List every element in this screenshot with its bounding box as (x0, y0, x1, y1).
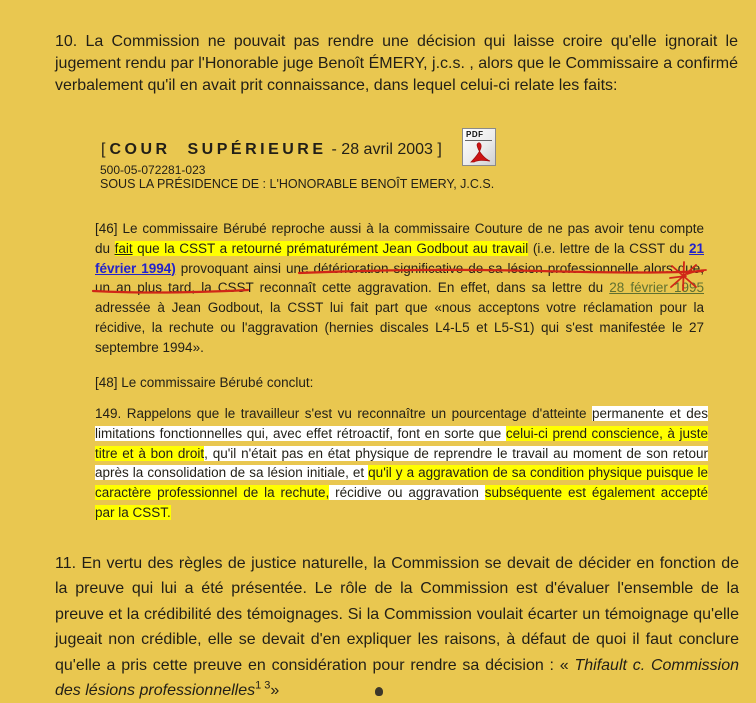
quote149-yellow-run: subséquente est également accepté par la CSST. (95, 485, 709, 520)
quote46-highlight-fait: fait (114, 240, 133, 256)
quote46-highlight-yellow: que la CSST a retourné prématurément Jean Godbout au travail (132, 240, 529, 256)
quote46-text: adressée à Jean Godbout, la CSST lui fait part que «nous acceptons votre réclamation pour la récidive, la rechute ou l'aggravation (hernies discales L4-L5 et L5-S1) qui s'est manifestée le 27 septembre 1994». (95, 300, 704, 355)
quote149-yellow-run: celui-ci prend conscience, à juste titre et à bon droit (95, 425, 708, 461)
pdf-icon[interactable] (462, 128, 496, 166)
presidence-line: SOUS LA PRÉSIDENCE DE : L'HONORABLE BENOÎT EMERY, J.C.S. (100, 177, 495, 191)
footnote-reference: 1 3 (255, 679, 271, 692)
quote-paragraph-48: [48] Le commissaire Bérubé conclut: (95, 375, 314, 390)
link-28-fevrier-1995[interactable]: 28 février 1995 (609, 280, 705, 296)
court-title: COUR SUPÉRIEURE (109, 141, 327, 158)
court-header (101, 141, 442, 159)
quote46-text: (i.e. lettre de la CSST du (528, 240, 689, 256)
paragraph-11-text: 11. En vertu des règles de justice naturelle, la Commission se devait de décider en fonction de la preuve qui lui a été présentée. Le rôle de la Commission est d'évaluer l'ensemble de la preuve et la crédibilité des témoignages. Si la Commission voulait écarter un témoignage qu'elle jugeait non crédible, elle se devait d'en expliquer les raisons, à défaut de quoi il faut conclure qu'elle a pris cette preuve en considération pour rendre sa décision : « (55, 555, 739, 674)
pdf-icon-label: PDF (465, 129, 492, 141)
paragraph-10: 10. La Commission ne pouvait pas rendre une décision qui laisse croire qu'elle ignorait le jugement rendu par l'Honorable juge Benoît ÉMERY, j.c.s. , alors que le Commissaire a confirmé verbalement qu'il en avait prit connaissance, dans lequel celui-ci relate les faits: (55, 33, 738, 94)
quote149-white-run: permanente et des limitations fonctionnelles qui, avec effet rétroactif, font en sorte que (95, 406, 708, 441)
acrobat-swirl-icon (464, 138, 496, 166)
cutoff-character-mark (375, 687, 383, 696)
closing-guillemet: » (270, 682, 280, 700)
link-21-fevrier-1994[interactable]: 21 février 1994) (95, 240, 704, 276)
quote149-white-run: , qu'il n'était pas en état physique de reprendre le travail au moment de son retour après la consolidation de sa lésion initiale, et (95, 445, 708, 481)
bracket-open: [ (101, 141, 106, 158)
quote149-white-run: récidive ou aggravation (329, 485, 485, 501)
quote46-text: [46] Le commissaire Bérubé reproche aussi à la commissaire Couture de ne pas avoir tenu compte du (95, 221, 704, 256)
quote46-text: provoquant ainsi une détérioration significative de sa lésion professionnelle alors que, un an plus tard, la CSST reconnaît cette aggravation. En effet, dans sa lettre du (95, 260, 704, 296)
quote-paragraph-149 (95, 404, 708, 523)
quote-paragraph-46 (95, 219, 704, 358)
docket-number: 500-05-072281-023 (100, 163, 206, 177)
case-citation: Thifault c. Commission des lésions professionnelles (55, 656, 739, 700)
quote149-text: 149. Rappelons que le travailleur s'est vu reconnaître un pourcentage d'atteinte (95, 406, 592, 421)
court-date: - 28 avril 2003 ] (331, 141, 442, 158)
quote149-yellow-run: qu'il y a aggravation de sa condition physique puisque le caractère professionnel de la rechute, (95, 465, 709, 501)
paragraph-11 (55, 551, 739, 703)
